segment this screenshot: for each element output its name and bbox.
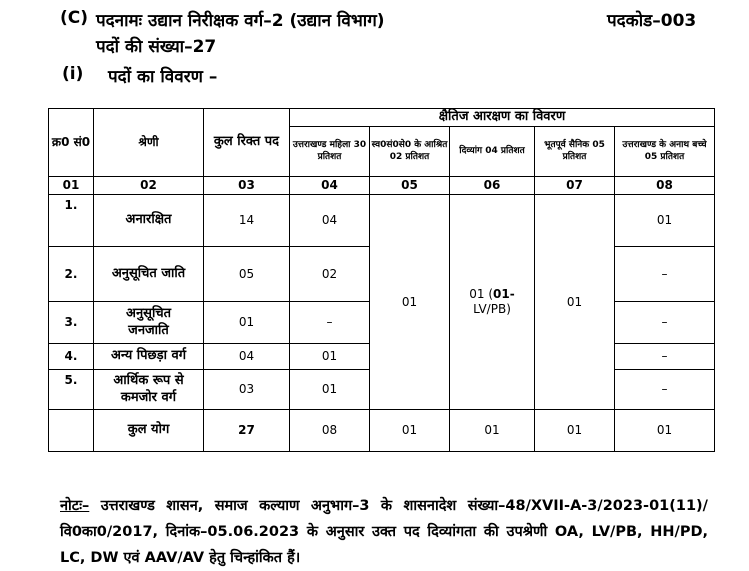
post-name: पदनामः उद्यान निरीक्षक वर्ग–2 (उद्यान विभाग) [96, 11, 385, 31]
total-label: कुल योग [94, 410, 204, 452]
row-sno: 2. [49, 247, 94, 302]
row-total: 04 [204, 344, 290, 370]
row-category: अनारक्षित [94, 195, 204, 247]
col-header-women: उत्तराखण्ड महिला 30 प्रतिशत [290, 127, 370, 177]
row-women: 01 [290, 344, 370, 370]
table-row [49, 195, 715, 247]
row-women: – [290, 302, 370, 344]
row-orphan: – [615, 247, 715, 302]
total-divyang: 01 [450, 410, 535, 452]
col-number: 01 [49, 177, 94, 195]
row-orphan: – [615, 302, 715, 344]
row-total: 03 [204, 370, 290, 410]
post-code: पदकोड–003 [607, 11, 697, 31]
divyang-suffix: LV/PB) [473, 302, 511, 316]
col-header-total: कुल रिक्त पद [204, 109, 290, 177]
merged-freedom-fighter: 01 [370, 195, 450, 410]
row-total: 05 [204, 247, 290, 302]
total-row [49, 410, 715, 452]
sub-label: (i) [62, 64, 84, 84]
col-number: 03 [204, 177, 290, 195]
total-freedom-fighter: 01 [370, 410, 450, 452]
merged-divyang [450, 195, 535, 410]
col-header-freedom-fighter: स्व0सं0से0 के आश्रित 02 प्रतिशत [370, 127, 450, 177]
row-category: अनुसूचित जनजाति [94, 302, 204, 344]
row-category: अनुसूचित जाति [94, 247, 204, 302]
row-sno: 5. [49, 370, 94, 410]
section-label: (C) [60, 8, 89, 28]
column-number-row [49, 177, 715, 195]
total-women: 08 [290, 410, 370, 452]
row-total: 01 [204, 302, 290, 344]
divyang-bold: 01- [493, 287, 515, 301]
row-category: आर्थिक रूप से कमजोर वर्ग [94, 370, 204, 410]
row-women: 02 [290, 247, 370, 302]
row-total: 14 [204, 195, 290, 247]
total-ex-sainik: 01 [535, 410, 615, 452]
col-header-orphan: उत्तराखण्ड के अनाथ बच्चे 05 प्रतिशत [615, 127, 715, 177]
row-category: अन्य पिछड़ा वर्ग [94, 344, 204, 370]
col-number: 07 [535, 177, 615, 195]
total-total: 27 [204, 410, 290, 452]
note-text: उत्तराखण्ड शासन, समाज कल्याण अनुभाग–3 के शासनादेश संख्या–48/XVII-A-3/2023-01(11)/वि0का0/2017, दिनांक–05.06.2023 के अनुसार उक्त पद दिव्यांगता की उपश्रेणी OA, LV/PB, HH/PD, LC, DW एवं AAV/AV हेतु चिन्हांकित हैं। [60, 498, 708, 566]
col-number: 08 [615, 177, 715, 195]
col-header-ex-sainik: भूतपूर्व सैनिक 05 प्रतिशत [535, 127, 615, 177]
total-sno-empty [49, 410, 94, 452]
col-number: 02 [94, 177, 204, 195]
merged-ex-sainik: 01 [535, 195, 615, 410]
row-sno: 1. [49, 195, 94, 247]
col-header-divyang: दिव्यांग 04 प्रतिशत [450, 127, 535, 177]
row-orphan: 01 [615, 195, 715, 247]
horizontal-reservation-header: क्षैतिज आरक्षण का विवरण [290, 109, 715, 127]
col-header-sno: क्र0 सं0 [49, 109, 94, 177]
divyang-prefix: 01 ( [469, 287, 494, 301]
note-label: नोटः– [60, 498, 90, 514]
row-women: 01 [290, 370, 370, 410]
row-orphan: – [615, 370, 715, 410]
col-header-category: श्रेणी [94, 109, 204, 177]
row-orphan: – [615, 344, 715, 370]
col-number: 05 [370, 177, 450, 195]
total-orphan: 01 [615, 410, 715, 452]
row-sno: 4. [49, 344, 94, 370]
col-number: 06 [450, 177, 535, 195]
sub-title: पदों का विवरण – [108, 67, 218, 87]
note-paragraph [60, 493, 708, 571]
row-women: 04 [290, 195, 370, 247]
col-number: 04 [290, 177, 370, 195]
post-count: पदों की संख्या–27 [96, 37, 217, 57]
row-sno: 3. [49, 302, 94, 344]
vacancy-table [48, 108, 715, 452]
